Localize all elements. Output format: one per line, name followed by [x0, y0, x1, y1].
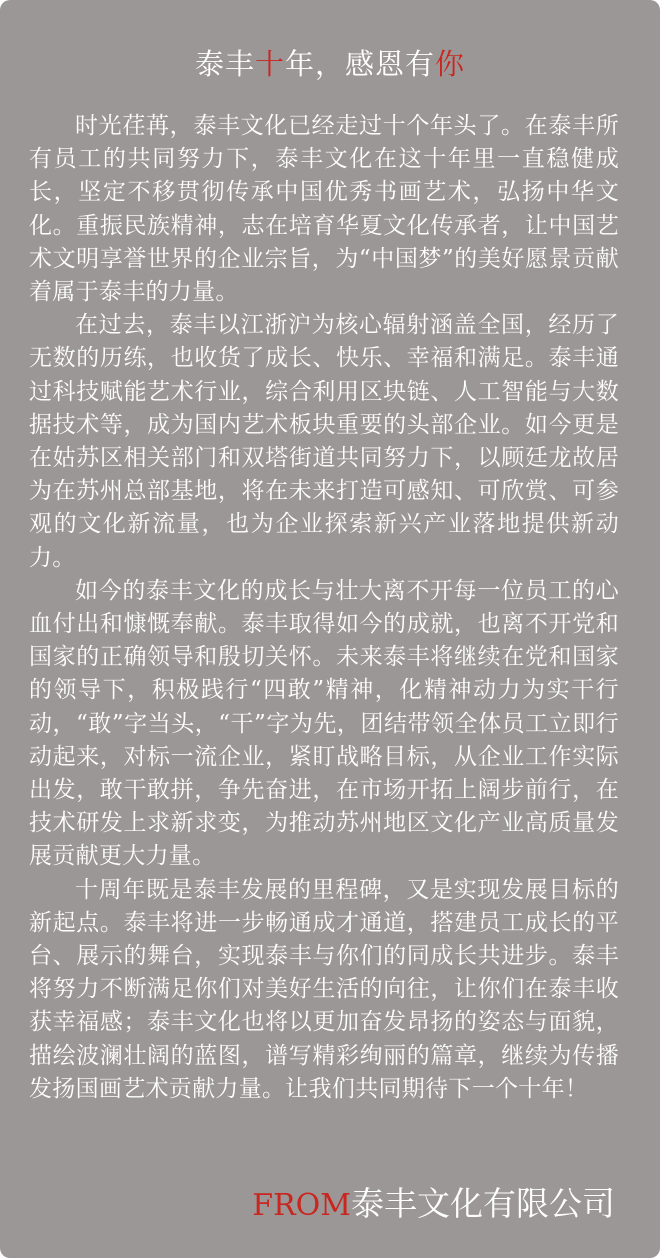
signature-from: FROM: [252, 1188, 351, 1223]
signature-company: 泰丰文化有限公司: [351, 1184, 615, 1223]
paragraph-2: 在过去，泰丰以江浙沪为核心辐射涵盖全国，经历了无数的历练，也收货了成长、快乐、幸福和满足。泰丰通过科技赋能艺术行业，综合利用区块链、人工智能与大数据技术等，成为国内艺术板块重要的头部企业。如今更是在姑苏区相关部门和双塔街道共同努力下，以顾廷龙故居为在苏州总部基地，将在未来打造可感知、可欣赏、可参观的文化新流量，也为企业探索新兴产业落地提供新动力。: [29, 312, 619, 571]
title-highlight-you: 你: [435, 47, 466, 81]
title-highlight-ten: 十: [254, 47, 285, 81]
paragraph-4: 十周年既是泰丰发展的里程碑，又是实现发展目标的新起点。泰丰将进一步畅通成才通道，搭建员工成长的平台、展示的舞台，实现泰丰与你们的同成长共进步。泰丰将努力不断满足你们对美好生活的向往，让你们在泰丰收获幸福感；泰丰文化也将以更加奋发昂扬的姿态与面貌，描绘波澜壮阔的蓝图，谱写精彩绚丽的篇章，继续为传播发扬国画艺术贡献力量。让我们共同期待下一个十年！: [29, 876, 619, 1102]
signature: [252, 1183, 615, 1227]
letter-body: [29, 110, 619, 1106]
title-part-1: 泰丰: [194, 47, 255, 81]
title-part-3: 年，感恩有: [285, 47, 436, 81]
page-title: [0, 44, 660, 84]
paragraph-1: 时光荏苒，泰丰文化已经走过十个年头了。在泰丰所有员工的共同努力下，泰丰文化在这十年里一直稳健成长，坚定不移贯彻传承中国优秀书画艺术，弘扬中华文化。重振民族精神，志在培育华夏文化传承者，让中国艺术文明享誉世界的企业宗旨，为“中国梦”的美好愿景贡献着属于泰丰的力量。: [29, 113, 619, 306]
paragraph-3: 如今的泰丰文化的成长与壮大离不开每一位员工的心血付出和慷慨奉献。泰丰取得如今的成就，也离不开党和国家的正确领导和殷切关怀。未来泰丰将继续在党和国家的领导下，积极践行“四敢”精神，化精神动力为实干行动，“敢”字当头，“干”字为先，团结带领全体员工立即行动起来，对标一流企业，紧盯战略目标，从企业工作实际出发，敢干敢拼，争先奋进，在市场开拓上阔步前行，在技术研发上求新求变，为推动苏州地区文化产业高质量发展贡献更大力量。: [29, 577, 619, 870]
